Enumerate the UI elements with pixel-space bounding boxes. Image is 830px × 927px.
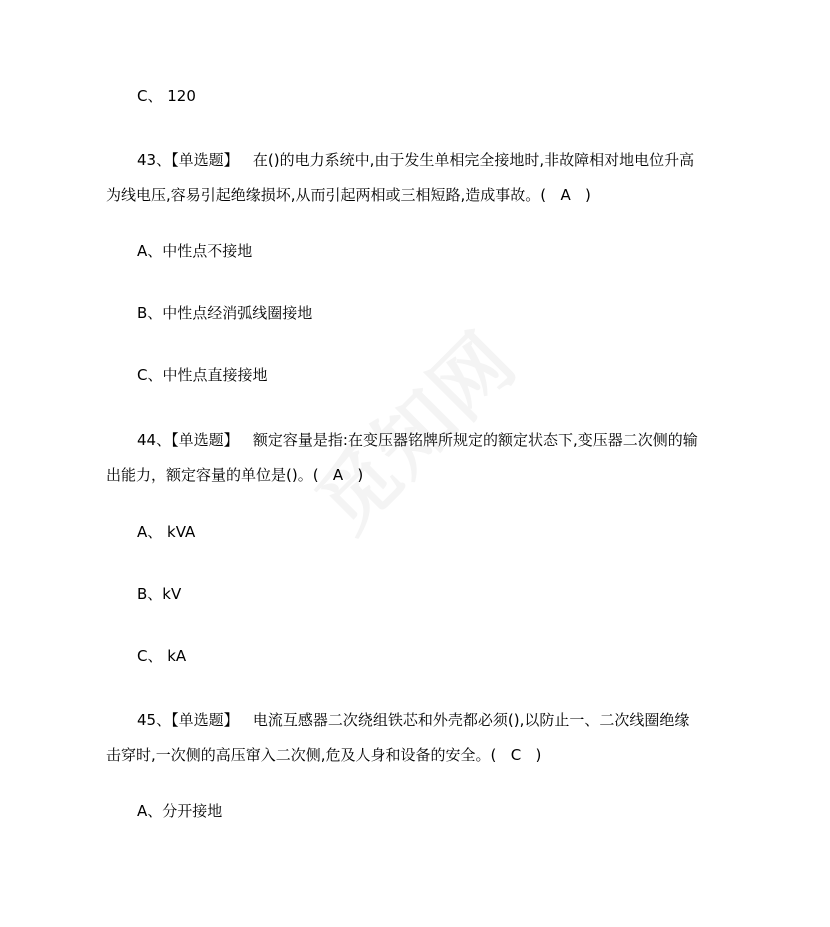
option-c-q42: C、 120	[137, 87, 196, 105]
option-b-q44: B、kV	[137, 585, 182, 603]
question-44-line-1: 44、【单选题】 额定容量是指:在变压器铭牌所规定的额定状态下,变压器二次侧的输	[137, 431, 698, 449]
question-43-line-1: 43、【单选题】 在()的电力系统中,由于发生单相完全接地时,非故障相对地电位升高	[137, 151, 695, 169]
option-a-q45: A、分开接地	[137, 802, 223, 820]
watermark	[288, 304, 537, 553]
option-a-q44: A、 kVA	[137, 523, 196, 541]
option-c-q44: C、 kA	[137, 647, 187, 665]
question-45-line-2: 击穿时,一次侧的高压窜入二次侧,危及人身和设备的安全。( C )	[106, 746, 542, 764]
option-c-q43: C、中性点直接接地	[137, 366, 268, 384]
option-a-q43: A、中性点不接地	[137, 242, 253, 260]
option-b-q43: B、中性点经消弧线圈接地	[137, 304, 313, 322]
question-45-line-1: 45、【单选题】 电流互感器二次绕组铁芯和外壳都必须(),以防止一、二次线圈绝缘	[137, 711, 690, 729]
question-43-line-2: 为线电压,容易引起绝缘损坏,从而引起两相或三相短路,造成事故。( A )	[106, 186, 591, 204]
question-44-line-2: 出能力，额定容量的单位是()。( A )	[106, 466, 364, 484]
